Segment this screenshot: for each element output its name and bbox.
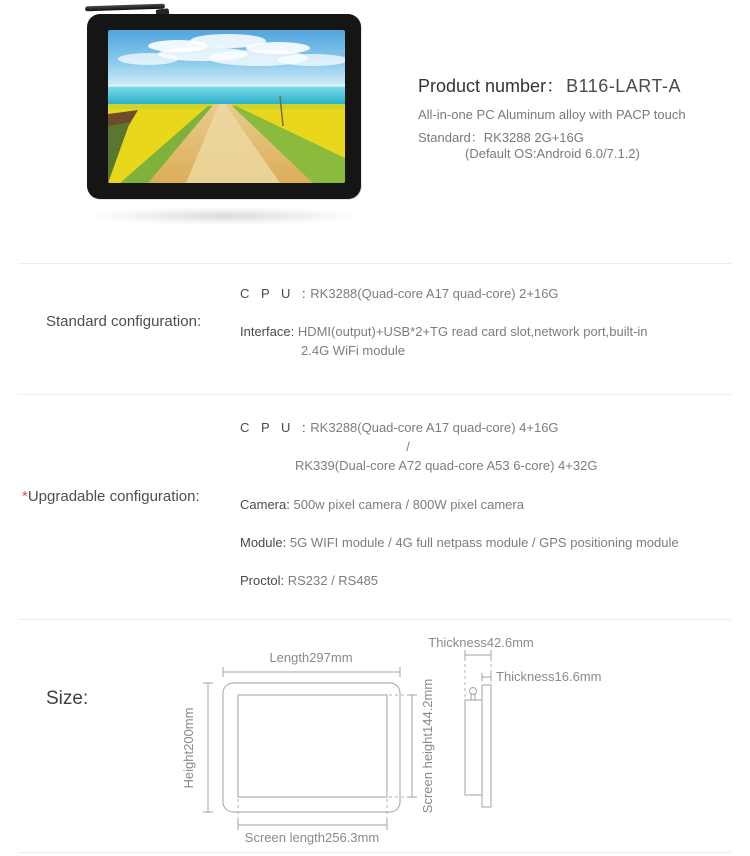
- divider: [18, 263, 732, 264]
- product-number-row: [418, 72, 681, 98]
- upgradable-config-label-text: Upgradable configuration:: [27, 488, 200, 505]
- cpu-value: RK3288(Quad-core A17 quad-core) 2+16G: [310, 286, 559, 301]
- cpu-separator: /: [406, 439, 410, 454]
- camera-value: 500w pixel camera / 800W pixel camera: [293, 497, 524, 512]
- cpu-value-2: RK339(Dual-core A72 quad-core A53 6-core) 4+32G: [295, 458, 598, 473]
- landscape-photo-graphic: [108, 30, 345, 183]
- module-row: [240, 535, 679, 550]
- upgradable-cpu-row: [240, 420, 559, 435]
- divider: [18, 394, 732, 395]
- cpu-value: RK3288(Quad-core A17 quad-core) 4+16G: [310, 420, 559, 435]
- front-view-outline: [223, 683, 400, 812]
- product-description: All-in-one PC Aluminum alloy with PACP touch: [418, 107, 686, 122]
- dim-screen-length-label: Screen length256.3mm: [244, 830, 380, 845]
- standard-config-label: Standard configuration:: [46, 313, 202, 330]
- interface-value-line2: 2.4G WiFi module: [301, 343, 406, 358]
- dim-screen-height-label: Screen height144.2mm: [420, 678, 435, 814]
- antenna-graphic: [85, 4, 165, 12]
- product-number-value: B116-LART-A: [566, 76, 681, 96]
- tablet-screen-photo: [108, 30, 345, 183]
- standard-cpu-row: [240, 286, 559, 301]
- product-number-label: Product number：: [418, 76, 565, 96]
- camera-row: [240, 497, 524, 512]
- proctol-label: Proctol:: [240, 573, 285, 588]
- dim-height-label: Height200mm: [181, 707, 196, 789]
- side-view-antenna-graphic: [470, 688, 477, 695]
- side-view-body-outline: [465, 700, 482, 795]
- dim-length-label: Length297mm: [269, 650, 353, 665]
- proctol-value: RS232 / RS485: [287, 573, 379, 588]
- dim-thickness-total-label: Thickness42.6mm: [428, 635, 534, 650]
- front-view-screen-outline: [238, 695, 387, 797]
- divider: [18, 619, 732, 620]
- interface-label: Interface:: [240, 324, 295, 339]
- interface-row: [240, 324, 648, 339]
- cpu-label: C P U :: [240, 286, 307, 301]
- upgradable-config-label: [22, 488, 200, 505]
- interface-value: HDMI(output)+USB*2+TG read card slot,network port,built-in: [297, 324, 648, 339]
- module-label: Module:: [240, 535, 287, 550]
- proctol-row: [240, 573, 378, 588]
- side-view-panel-outline: [482, 685, 491, 807]
- cpu-label: C P U :: [240, 420, 307, 435]
- required-asterisk: *: [22, 488, 28, 505]
- dim-thickness-panel-label: Thickness16.6mm: [496, 669, 602, 684]
- divider: [18, 852, 732, 853]
- tablet-shadow: [92, 207, 358, 225]
- module-value: 5G WIFI module / 4G full netpass module / GPS positioning module: [289, 535, 679, 550]
- camera-label: Camera:: [240, 497, 290, 512]
- product-image-tablet: [87, 14, 361, 199]
- product-os-line: (Default OS:Android 6.0/7.1.2): [465, 146, 640, 161]
- product-standard-line: Standard：RK3288 2G+16G: [418, 130, 584, 145]
- dimension-drawing: [170, 630, 740, 852]
- size-label: Size:: [46, 688, 89, 709]
